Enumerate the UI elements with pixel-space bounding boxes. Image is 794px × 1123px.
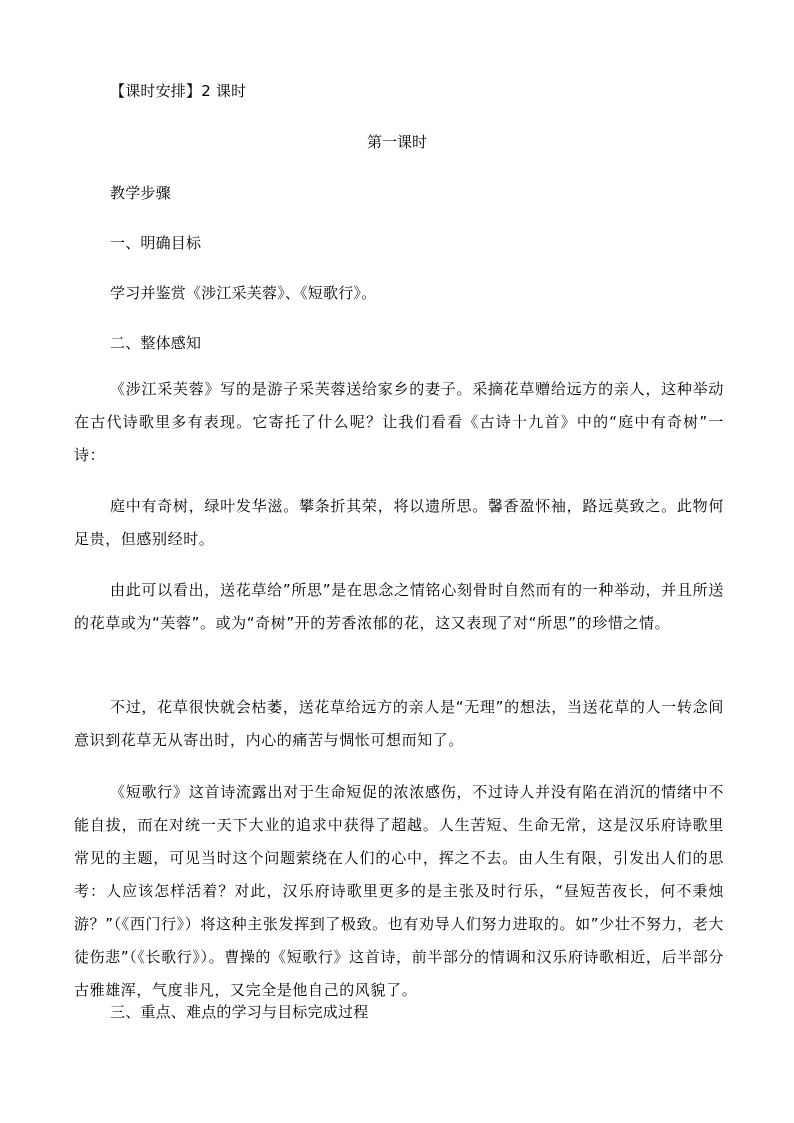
paragraph-intro: 《涉江采芙蓉》写的是游子采芙蓉送给家乡的妻子。采摘花草赠给远方的亲人，这种举动在古代诗歌里多有表现。它寄托了什么呢？让我们看看《古诗十九首》中的“庭中有奇树”一诗： <box>74 380 724 464</box>
lesson-title: 第一课时 <box>366 133 427 151</box>
section-3-heading: 三、重点、难点的学习与目标完成过程 <box>110 1003 369 1021</box>
paragraph-wither: 不过，花草很快就会枯萎，送花草给远方的亲人是“无理”的想法，当送花草的人一转念间意识到花草无从寄出时，内心的痛苦与惆怅可想而知了。 <box>74 698 724 749</box>
steps-heading: 教学步骤 <box>110 184 171 202</box>
section-1-heading: 一、明确目标 <box>110 234 202 252</box>
paragraph-poem: 庭中有奇树，绿叶发华滋。攀条折其荣，将以遗所思。馨香盈怀袖，路远莫致之。此物何足贵，但感别经时。 <box>74 497 724 548</box>
lesson-schedule: 【课时安排】2 课时 <box>110 82 247 100</box>
paragraph-analysis: 由此可以看出，送花草给”所思”是在思念之情铭心刻骨时自然而有的一种举动，并且所送的花草或为“芙蓉”。或为“奇树”开的芳香浓郁的花，这又表现了对“所思”的珍惜之情。 <box>74 581 724 632</box>
section-2-heading: 二、整体感知 <box>110 334 202 352</box>
section-1-text: 学习并鉴赏《涉江采芙蓉》、《短歌行》。 <box>110 284 377 302</box>
paragraph-duangexing: 《短歌行》这首诗流露出对于生命短促的浓浓感伤，不过诗人并没有陷在消沉的情绪中不能自拔，而在对统一天下大业的追求中获得了超越。人生苦短、生命无常，这是汉乐府诗歌里常见的主题，可见当时这个问题萦绕在人们的心中，挥之不去。由人生有限，引发出人们的思考：人应该怎样活着？对此，汉乐府诗歌里更多的是主张及时行乐，“昼短苦夜长，何不秉烛游？”（《西门行》）将这种主张发挥到了极致。也有劝导人们努力进取的。如”少壮不努力，老大徒伤悲”（《长歌行》）。曹操的《短歌行》这首诗，前半部分的情调和汉乐府诗歌相近，后半部分古雅雄浑，气度非凡，又完全是他自己的风貌了。 <box>74 783 724 999</box>
